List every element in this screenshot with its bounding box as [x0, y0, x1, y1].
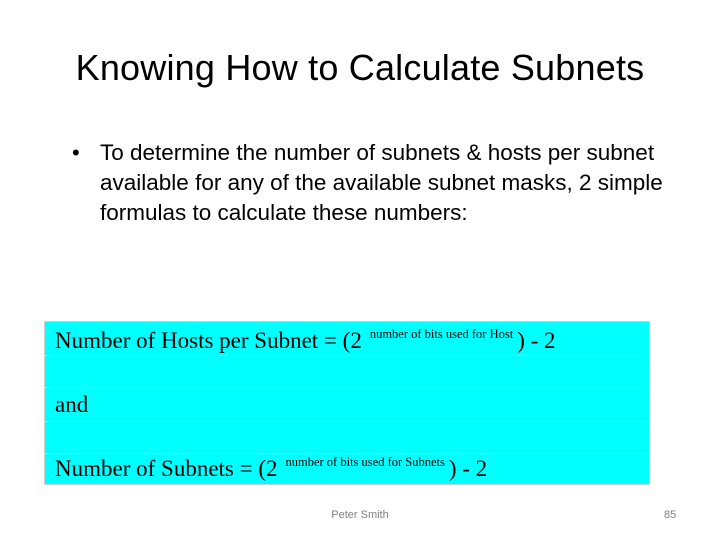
bullet-paragraph — [72, 138, 672, 228]
hosts-formula-suffix: ) - 2 — [517, 328, 556, 353]
hosts-formula — [55, 327, 556, 358]
subnets-formula-suffix: ) - 2 — [448, 456, 488, 481]
footer-author: Peter Smith — [331, 509, 389, 521]
slide-title: Knowing How to Calculate Subnets — [75, 47, 645, 88]
subnets-formula — [55, 455, 487, 486]
formula-row — [45, 422, 649, 454]
subnets-formula-exponent: number of bits used for Subnets — [285, 455, 445, 469]
formula-row — [45, 388, 649, 422]
hosts-formula-exponent: number of bits used for Host — [369, 327, 514, 341]
subnets-formula-prefix: Number of Subnets = (2 — [55, 456, 278, 481]
formula-row — [45, 356, 649, 388]
bullet-text: To determine the number of subnets & hosts per subnet available for any of the available subnet masks, 2 simple formulas to calculate these numbers: — [100, 140, 663, 225]
formula-conjunction: and — [55, 392, 89, 417]
page-number: 85 — [664, 509, 677, 521]
hosts-formula-prefix: Number of Hosts per Subnet = (2 — [55, 328, 362, 353]
formula-table — [44, 321, 650, 485]
bullet-dot-icon: • — [72, 140, 80, 165]
